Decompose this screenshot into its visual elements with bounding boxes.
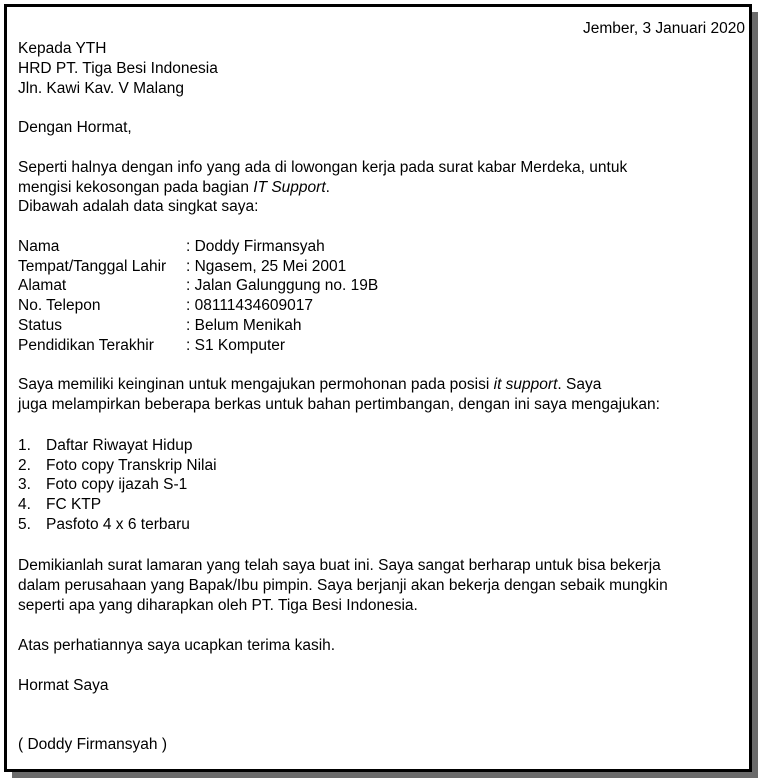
closing-line-3: seperti apa yang diharapkan oleh PT. Tiga Besi Indonesia.	[18, 597, 418, 614]
recipient-line-1: Kepada YTH	[18, 40, 107, 57]
attachment-number: 3.	[18, 476, 31, 493]
attachment-item	[18, 436, 192, 456]
data-row-status	[18, 316, 301, 336]
closing-line-1: Demikianlah surat lamaran yang telah saya buat ini. Saya sangat berharap untuk bisa bekerja	[18, 557, 661, 574]
data-row-address	[18, 276, 378, 296]
data-value: : Belum Menikah	[186, 317, 302, 334]
intro-line-2	[18, 178, 330, 198]
position-emphasis: IT Support	[253, 179, 326, 196]
intro-line-1: Seperti halnya dengan info yang ada di lowongan kerja pada surat kabar Merdeka, untuk	[18, 159, 628, 176]
attachment-number: 5.	[18, 516, 31, 533]
data-label: Tempat/Tanggal Lahir	[18, 258, 167, 275]
request-line-1-end: . Saya	[557, 376, 602, 393]
request-line-1	[18, 375, 601, 395]
request-line-2: juga melampirkan beberapa berkas untuk bahan pertimbangan, dengan ini saya mengajukan:	[18, 396, 660, 413]
data-value: : Jalan Galunggung no. 19B	[186, 277, 379, 294]
signature-name: ( Doddy Firmansyah )	[18, 736, 168, 753]
attachment-item	[18, 456, 217, 476]
intro-line-3: Dibawah adalah data singkat saya:	[18, 198, 259, 215]
attachment-item	[18, 495, 101, 515]
recipient-line-3: Jln. Kawi Kav. V Malang	[18, 80, 184, 97]
data-label: Status	[18, 317, 62, 334]
data-value: : Ngasem, 25 Mei 2001	[186, 258, 347, 275]
letter-date: Jember, 3 Januari 2020	[583, 20, 745, 37]
sign-off: Hormat Saya	[18, 677, 109, 694]
data-label: No. Telepon	[18, 297, 101, 314]
attachment-text: FC KTP	[46, 496, 102, 513]
attachment-text: Foto copy Transkrip Nilai	[46, 457, 217, 474]
data-row-birth	[18, 257, 346, 277]
request-line-1-text: Saya memiliki keinginan untuk mengajukan permohonan pada posisi	[18, 376, 494, 393]
closing-line-2: dalam perusahaan yang Bapak/Ibu pimpin. Saya berjanji akan bekerja dengan sebaik mungkin	[18, 577, 668, 594]
attachment-item	[18, 515, 190, 535]
attachment-number: 4.	[18, 496, 31, 513]
intro-line-2-text: mengisi kekosongan pada bagian	[18, 179, 254, 196]
data-label: Alamat	[18, 277, 67, 294]
attachment-text: Daftar Riwayat Hidup	[46, 437, 193, 454]
data-row-phone	[18, 296, 313, 316]
data-label: Nama	[18, 238, 60, 255]
attachment-number: 2.	[18, 457, 31, 474]
salutation: Dengan Hormat,	[18, 119, 132, 136]
data-value: : Doddy Firmansyah	[186, 238, 325, 255]
data-label: Pendidikan Terakhir	[18, 337, 154, 354]
data-row-name	[18, 237, 325, 257]
data-value: : S1 Komputer	[186, 337, 286, 354]
letter-body	[7, 7, 749, 769]
data-value: : 08111434609017	[186, 297, 313, 314]
attachment-text: Foto copy ijazah S-1	[46, 476, 188, 493]
recipient-line-2: HRD PT. Tiga Besi Indonesia	[18, 60, 218, 77]
letter-frame	[4, 4, 752, 772]
attachment-number: 1.	[18, 437, 31, 454]
intro-line-2-end: .	[325, 179, 330, 196]
attachment-item	[18, 475, 187, 495]
data-row-education	[18, 336, 285, 356]
position-emphasis: it support	[493, 376, 558, 393]
thanks-line: Atas perhatiannya saya ucapkan terima kasih.	[18, 637, 336, 654]
attachment-text: Pasfoto 4 x 6 terbaru	[46, 516, 190, 533]
